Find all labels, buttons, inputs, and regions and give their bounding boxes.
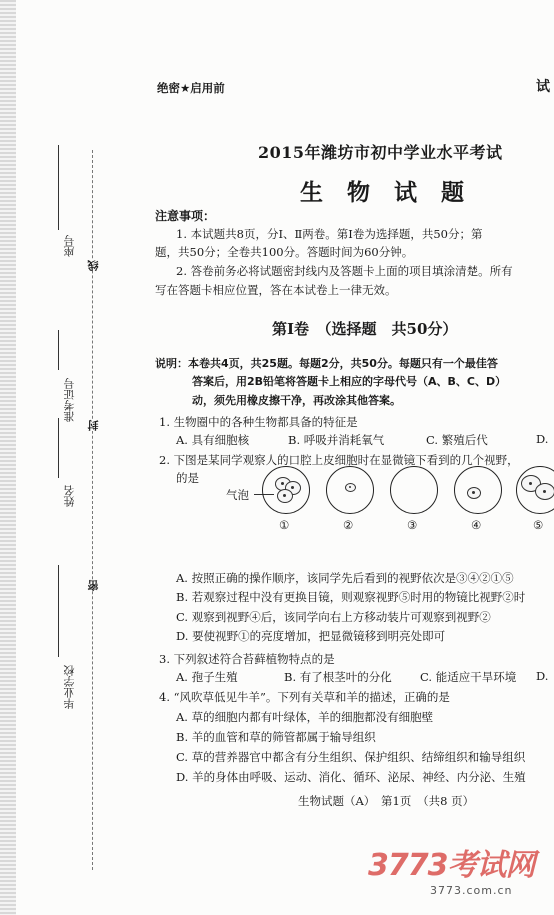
- notice-item-1: 1. 本试题共8页，分Ⅰ、Ⅱ两卷。第Ⅰ卷为选择题，共50分；第: [176, 227, 483, 241]
- section-desc-3: 动，须先用橡皮擦干净，再改涂其他答案。: [192, 394, 401, 407]
- school-blank: [58, 565, 59, 657]
- q4-option-a: A. 草的细胞内都有叶绿体，羊的细胞都没有细胞壁: [176, 710, 434, 724]
- section-desc-1: 说明：本卷共4页，共25题。每题2分，共50分。每题只有一个最佳答: [155, 357, 498, 370]
- name-blank: [58, 418, 59, 478]
- seal-char-line: 线: [87, 260, 100, 271]
- q3-option-c: C. 能适应干旱环境: [420, 670, 517, 684]
- seal-char-secret: 密: [87, 580, 100, 591]
- q1-stem: 1. 生物圈中的各种生物都具备的特征是: [159, 415, 358, 429]
- q2-option-a: A. 按照正确的操作顺序，该同学先后看到的视野依次是③④②①⑤: [176, 571, 514, 585]
- q4-option-b: B. 羊的血管和草的筛管都属于输导组织: [176, 730, 376, 744]
- subject-title: 生 物 试 题: [300, 179, 473, 206]
- field-of-view-4: [454, 466, 502, 514]
- notice-item-2: 2. 答卷前务必将试题密封线内及答题卡上面的项目填涂清楚。所有: [176, 264, 513, 278]
- seat-blank: [58, 145, 59, 230]
- school-label: 毕业学校: [63, 665, 76, 709]
- field-label-5: ⑤: [533, 518, 544, 532]
- section-title: 第Ⅰ卷 （选择题 共50分）: [272, 320, 458, 338]
- watermark-url: 3773.com.cn: [430, 884, 513, 897]
- corner-mark: 试: [536, 79, 550, 95]
- notice-heading: 注意事项：: [155, 209, 216, 223]
- q2-option-b: B. 若观察过程中没有更换目镜，则观察视野⑤时用的物镜比视野②时: [176, 590, 526, 604]
- field-label-4: ④: [471, 518, 482, 532]
- q1-option-c: C. 繁殖后代: [426, 433, 488, 447]
- q2-stem-cont: 的是: [176, 471, 199, 485]
- field-label-1: ①: [279, 518, 290, 532]
- q3-option-b: B. 有了根茎叶的分化: [284, 670, 392, 684]
- q2-option-c: C. 观察到视野④后，该同学向右上方移动装片可观察到视野②: [176, 610, 491, 624]
- exam-number-blank: [58, 330, 59, 370]
- notice-item-1-cont: 题，共50分；全卷共100分。答题时间为60分钟。: [155, 245, 414, 259]
- seal-line: [92, 150, 93, 870]
- field-label-2: ②: [343, 518, 354, 532]
- field-label-3: ③: [407, 518, 418, 532]
- seat-label: 座号: [63, 235, 76, 257]
- q1-option-a: A. 具有细胞核: [176, 433, 250, 447]
- page-footer: 生物试题（A） 第1页 （共8 页）: [298, 794, 475, 808]
- seal-char-seal: 封: [87, 420, 100, 431]
- q4-option-d: D. 羊的身体由呼吸、运动、消化、循环、泌尿、神经、内分泌、生殖: [176, 770, 526, 784]
- scan-edge: [0, 0, 16, 915]
- section-desc-2: 答案后，用2B铅笔将答题卡上相应的字母代号（A、B、C、D）: [192, 375, 507, 388]
- q1-option-d: D.: [536, 432, 549, 446]
- q4-option-c: C. 草的营养器官中都含有分生组织、保护组织、结缔组织和输导组织: [176, 750, 526, 764]
- q3-option-a: A. 孢子生殖: [176, 670, 238, 684]
- exam-number-label: 准考证号: [63, 378, 76, 422]
- watermark-logo: 3773考试网: [368, 848, 535, 883]
- field-of-view-3: [390, 466, 438, 514]
- field-of-view-5: [516, 466, 554, 514]
- q4-stem: 4. “风吹草低见牛羊”。下列有关草和羊的描述，正确的是: [159, 690, 450, 704]
- field-of-view-1: [262, 466, 310, 514]
- q3-option-d: D.: [536, 669, 549, 683]
- q2-bubble-label: 气泡: [226, 488, 249, 502]
- q1-option-b: B. 呼吸并消耗氧气: [288, 433, 385, 447]
- confidential-mark: 绝密★启用前: [157, 81, 225, 95]
- exam-title: 2015年潍坊市初中学业水平考试: [258, 143, 503, 162]
- name-label: 姓名: [63, 485, 76, 507]
- notice-item-2-cont: 写在答题卡相应位置，答在本试卷上一律无效。: [155, 283, 397, 297]
- q3-stem: 3. 下列叙述符合苔藓植物特点的是: [159, 652, 335, 666]
- q2-stem: 2. 下图是某同学观察人的口腔上皮细胞时在显微镜下看到的几个视野，: [159, 453, 519, 467]
- field-of-view-2: [326, 466, 374, 514]
- q2-option-d: D. 要使视野①的亮度增加，把显微镜移到明亮处即可: [176, 629, 446, 643]
